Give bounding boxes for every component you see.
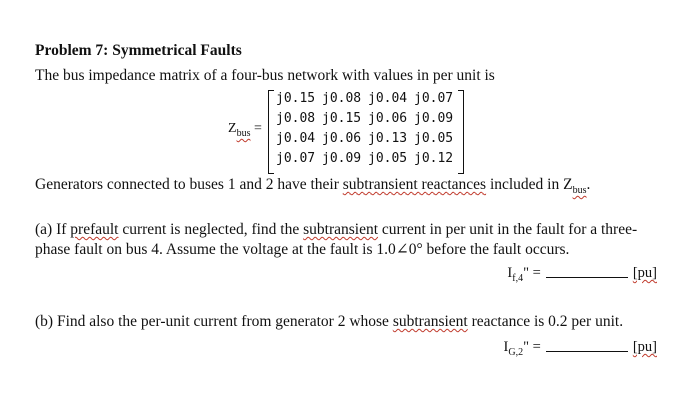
matrix-cell: j0.15 (322, 111, 362, 126)
matrix-row (276, 131, 460, 146)
generators-text: Generators connected to buses 1 and 2 have their (35, 176, 343, 193)
answer-blank[interactable] (546, 351, 628, 352)
part-b-line (35, 313, 623, 331)
answer-unit: [pu] (632, 339, 657, 355)
prefault-term: prefault (70, 221, 119, 238)
problem-intro: The bus impedance matrix of a four-bus network with values in per unit is (35, 67, 495, 84)
matrix-left-bracket (268, 90, 274, 174)
subtransient-term-b: subtransient (392, 313, 468, 330)
answer-label: I (507, 265, 513, 281)
matrix-row (276, 111, 460, 126)
answer-subscript: G,2 (508, 346, 524, 358)
subtransient-term: subtransient (303, 221, 379, 238)
answer-mark: " = (523, 339, 541, 355)
zbus-equals: = (253, 121, 262, 136)
matrix-cell: j0.13 (368, 131, 408, 146)
part-a-text: (a) If (35, 221, 71, 238)
matrix-cell: j0.06 (322, 131, 362, 146)
impedance-matrix (268, 89, 464, 173)
answer-blank[interactable] (546, 277, 628, 278)
matrix-cell: j0.12 (414, 151, 454, 166)
matrix-cell: j0.05 (368, 151, 408, 166)
answer-unit: [pu] (632, 265, 657, 281)
part-b-text-after: reactance is 0.2 per unit. (467, 313, 624, 330)
problem-title: Problem 7: Symmetrical Faults (35, 42, 242, 59)
part-a-text: current in per unit in the fault for a three- (378, 221, 638, 238)
zbus-symbol: Z (228, 121, 237, 136)
part-a-line-2: phase fault on bus 4. Assume the voltage at the fault is 1.0∠0° before the fault occurs. (35, 241, 570, 258)
answer-fault-current (507, 265, 657, 284)
generators-period: . (586, 176, 591, 193)
matrix-cell: j0.09 (322, 151, 362, 166)
matrix-cell: j0.06 (368, 111, 408, 126)
matrix-cell: j0.04 (368, 91, 408, 106)
matrix-row (276, 151, 460, 166)
matrix-cell: j0.08 (322, 91, 362, 106)
matrix-cell: j0.05 (414, 131, 454, 146)
generators-text-after: included in Z (486, 176, 573, 193)
part-a-line-1 (35, 221, 637, 239)
answer-subscript: f,4 (512, 272, 524, 284)
part-a-text: current is neglected, find the (118, 221, 304, 238)
matrix-row (276, 91, 460, 106)
part-b-text: (b) Find also the per-unit current from generator 2 whose (35, 313, 393, 330)
zbus-label (228, 121, 262, 139)
generators-statement (35, 176, 590, 196)
matrix-cell: j0.07 (414, 91, 454, 106)
zbus-subscript: bus (236, 127, 251, 139)
matrix-cell: j0.07 (276, 151, 316, 166)
answer-label: I (503, 339, 509, 355)
answer-mark: " = (523, 265, 541, 281)
subtransient-reactances-term: subtransient reactances (342, 176, 487, 193)
zbus-subscript-inline: bus (572, 185, 587, 197)
matrix-cell: j0.04 (276, 131, 316, 146)
matrix-cell: j0.15 (276, 91, 316, 106)
answer-generator-current (504, 339, 657, 358)
matrix-cell: j0.08 (276, 111, 316, 126)
matrix-cell: j0.09 (414, 111, 454, 126)
